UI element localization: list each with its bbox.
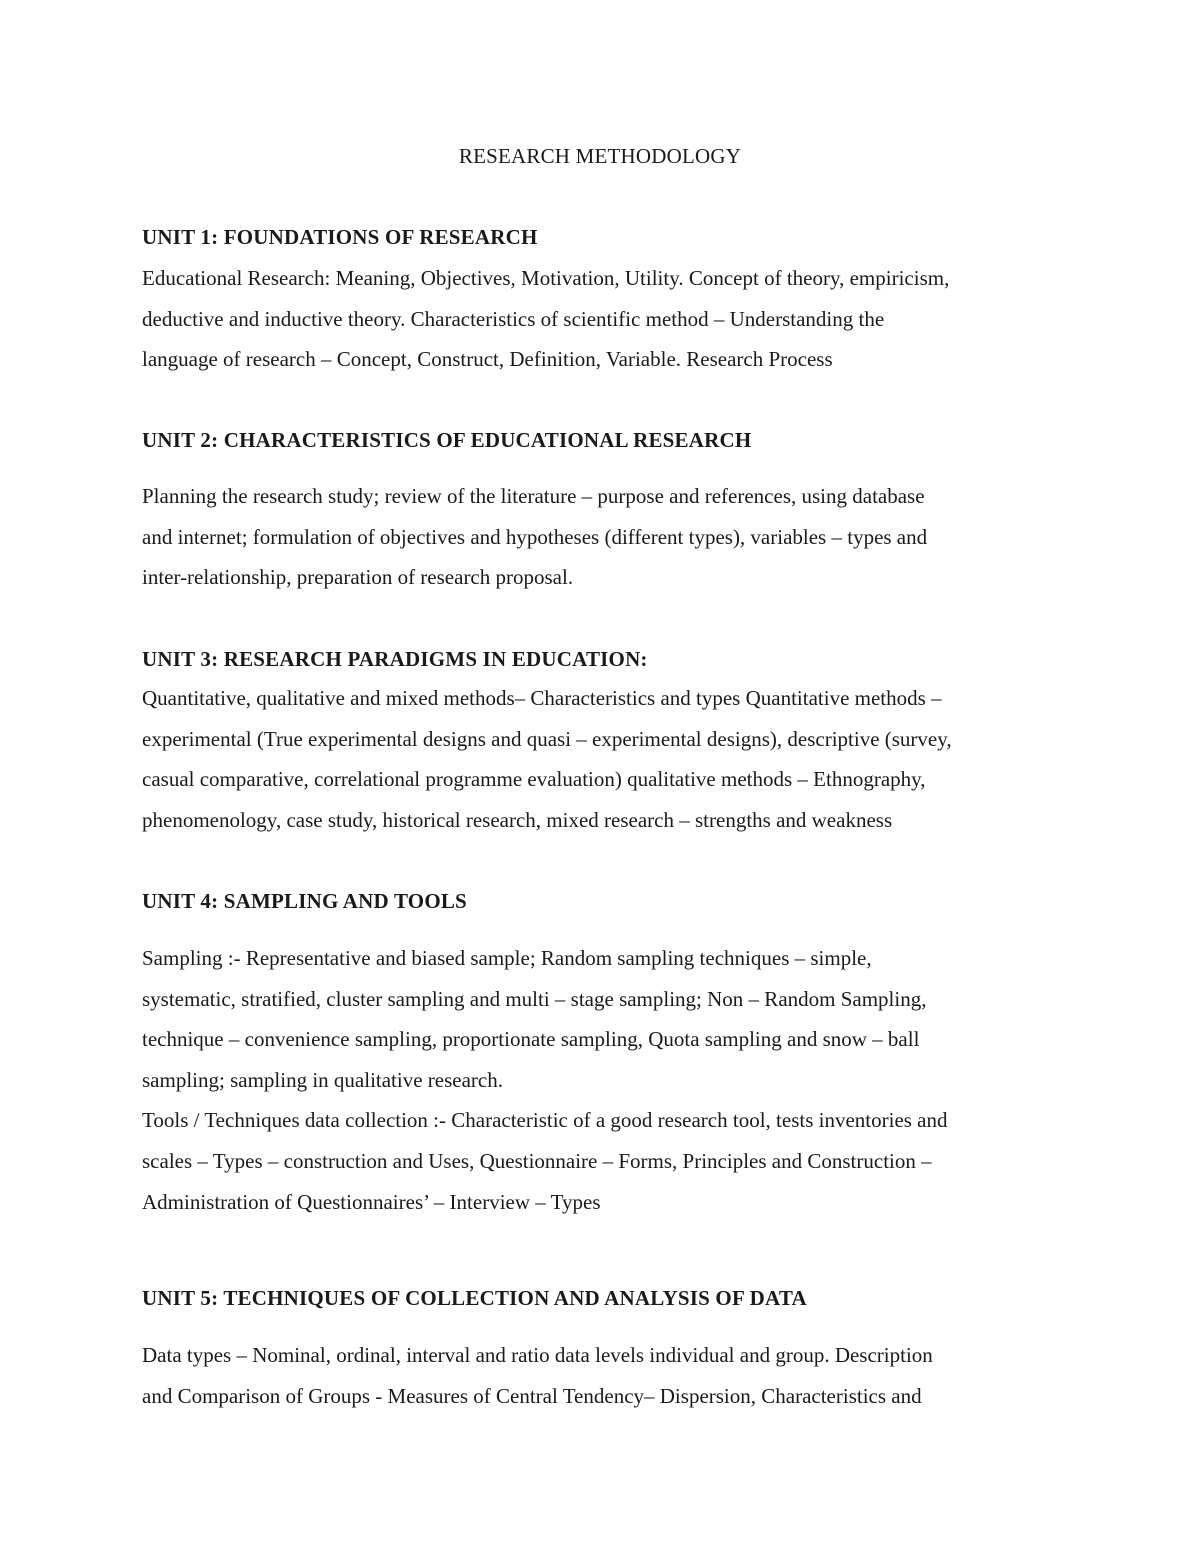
- unit-3-body: [142, 678, 1072, 840]
- unit-4-line: sampling; sampling in qualitative research.: [142, 1067, 503, 1092]
- unit-2-body: [142, 476, 1072, 598]
- unit-2-line: Planning the research study; review of the literature – purpose and references, using database: [142, 484, 925, 508]
- unit-4-heading: UNIT 4: SAMPLING AND TOOLS: [142, 889, 467, 913]
- unit-3-heading: UNIT 3: RESEARCH PARADIGMS IN EDUCATION:: [142, 647, 648, 671]
- unit-2-line: and internet; formulation of objectives and hypotheses (different types), variables – types and: [142, 524, 928, 549]
- document-title: RESEARCH METHODOLOGY: [458, 144, 742, 168]
- unit-4-line: technique – convenience sampling, proportionate sampling, Quota sampling and snow – ball: [142, 1027, 920, 1052]
- unit-1-body: [142, 258, 1072, 380]
- unit-2-line: inter-relationship, preparation of research proposal.: [142, 565, 574, 590]
- unit-3-line: casual comparative, correlational programme evaluation) qualitative methods – Ethnography,: [142, 767, 926, 792]
- unit-4-line: Administration of Questionnaires’ – Interview – Types: [142, 1189, 601, 1214]
- unit-3-line: Quantitative, qualitative and mixed methods– Characteristics and types Quantitative methods –: [142, 686, 942, 710]
- unit-3-line: phenomenology, case study, historical research, mixed research – strengths and weakness: [142, 807, 893, 832]
- unit-4-line: scales – Types – construction and Uses, Questionnaire – Forms, Principles and Construction –: [142, 1148, 932, 1173]
- unit-5-body: [142, 1335, 1072, 1416]
- unit-4-line: Tools / Techniques data collection :- Characteristic of a good research tool, tests inventories and: [142, 1108, 948, 1133]
- unit-5-line: Data types – Nominal, ordinal, interval and ratio data levels individual and group. Description: [142, 1343, 933, 1367]
- unit-2-heading: UNIT 2: CHARACTERISTICS OF EDUCATIONAL RESEARCH: [142, 428, 752, 452]
- unit-1-line: language of research – Concept, Construct, Definition, Variable. Research Process: [142, 347, 833, 372]
- unit-5-line: and Comparison of Groups - Measures of Central Tendency– Dispersion, Characteristics and: [142, 1383, 922, 1408]
- unit-1-line: Educational Research: Meaning, Objectives, Motivation, Utility. Concept of theory, empiricism,: [142, 266, 950, 290]
- unit-4-line: Sampling :- Representative and biased sample; Random sampling techniques – simple,: [142, 946, 872, 970]
- unit-5-heading: UNIT 5: TECHNIQUES OF COLLECTION AND ANALYSIS OF DATA: [142, 1286, 807, 1310]
- unit-4-line: systematic, stratified, cluster sampling and multi – stage sampling; Non – Random Sampling,: [142, 986, 927, 1011]
- unit-3-line: experimental (True experimental designs and quasi – experimental designs), descriptive (survey,: [142, 726, 952, 751]
- unit-1-heading: UNIT 1: FOUNDATIONS OF RESEARCH: [142, 225, 538, 249]
- unit-4-body: [142, 938, 1072, 1222]
- unit-1-line: deductive and inductive theory. Characteristics of scientific method – Understanding the: [142, 306, 885, 331]
